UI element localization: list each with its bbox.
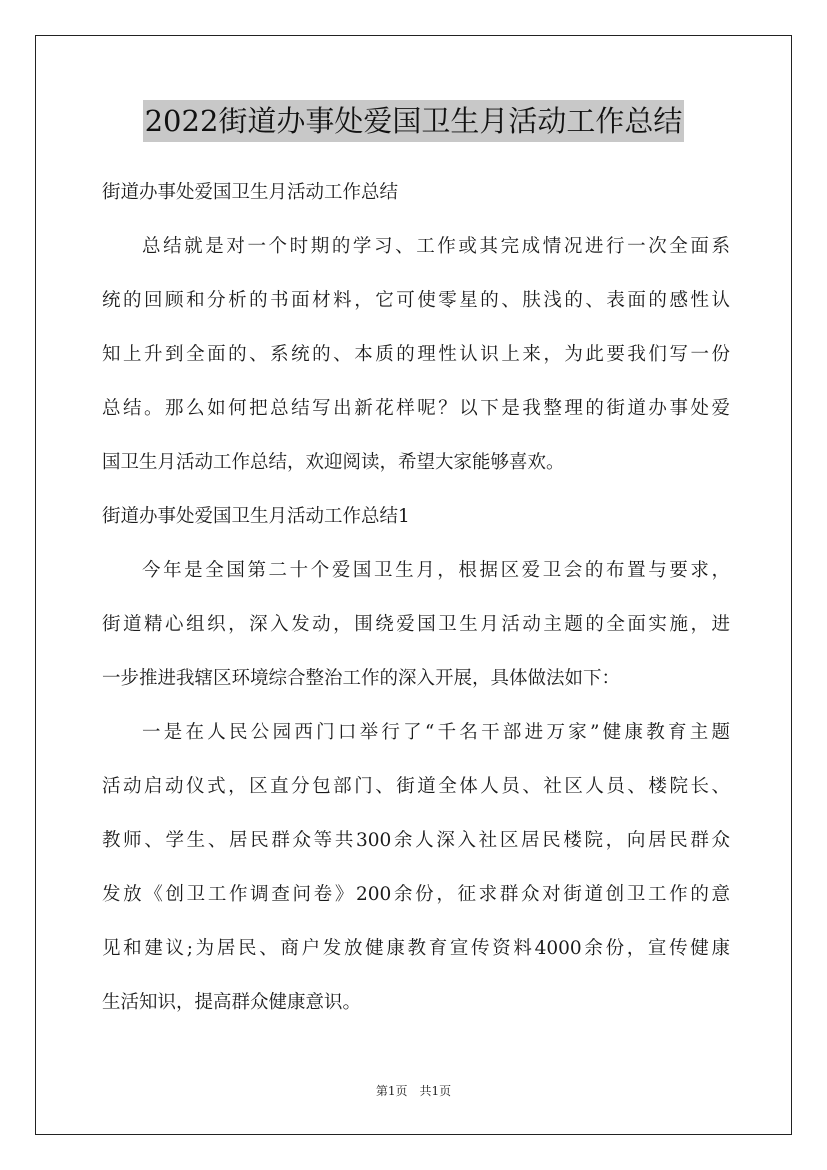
document-title: 2022街道办事处爱国卫生月活动工作总结 <box>143 100 685 142</box>
paragraph-line: 街道精心组织，深入发动，围绕爱国卫生月活动主题的全面实施，进 <box>102 614 730 635</box>
paragraph-line: 知上升到全面的、系统的、本质的理性认识上来，为此要我们写一份 <box>102 344 730 365</box>
page-total: 共1页 <box>419 1084 452 1098</box>
paragraph-line: 教师、学生、居民群众等共300余人深入社区居民楼院，向居民群众 <box>102 830 730 851</box>
page-number: 第1页 <box>375 1084 408 1098</box>
paragraph-line: 国卫生月活动工作总结，欢迎阅读，希望大家能够喜欢。 <box>102 452 565 473</box>
paragraph-line: 见和建议;为居民、商户发放健康教育宣传资料4000余份，宣传健康 <box>102 938 730 959</box>
paragraph-line: 生活知识，提高群众健康意识。 <box>102 992 362 1013</box>
paragraph-line: 统的回顾和分析的书面材料，它可使零星的、肤浅的、表面的感性认 <box>102 290 730 311</box>
paragraph-line: 总结。那么如何把总结写出新花样呢？以下是我整理的街道办事处爱 <box>102 398 730 419</box>
paragraph-line: 今年是全国第二十个爱国卫生月，根据区爱卫会的布置与要求， <box>142 560 730 581</box>
paragraph-line: 发放《创卫工作调查问卷》200余份，征求群众对街道创卫工作的意 <box>102 884 730 905</box>
paragraph-line: 一是在人民公园西门口举行了“千名干部进万家”健康教育主题 <box>142 722 730 743</box>
section-heading: 街道办事处爱国卫生月活动工作总结1 <box>102 506 410 527</box>
page-footer <box>0 1083 827 1099</box>
title-area <box>0 100 827 142</box>
document-body <box>102 170 730 1034</box>
paragraph-line: 总结就是对一个时期的学习、工作或其完成情况进行一次全面系 <box>142 236 730 257</box>
section-heading: 街道办事处爱国卫生月活动工作总结 <box>102 182 399 203</box>
paragraph-line: 一步推进我辖区环境综合整治工作的深入开展，具体做法如下： <box>102 668 621 689</box>
paragraph-line: 活动启动仪式，区直分包部门、街道全体人员、社区人员、楼院长、 <box>102 776 730 797</box>
